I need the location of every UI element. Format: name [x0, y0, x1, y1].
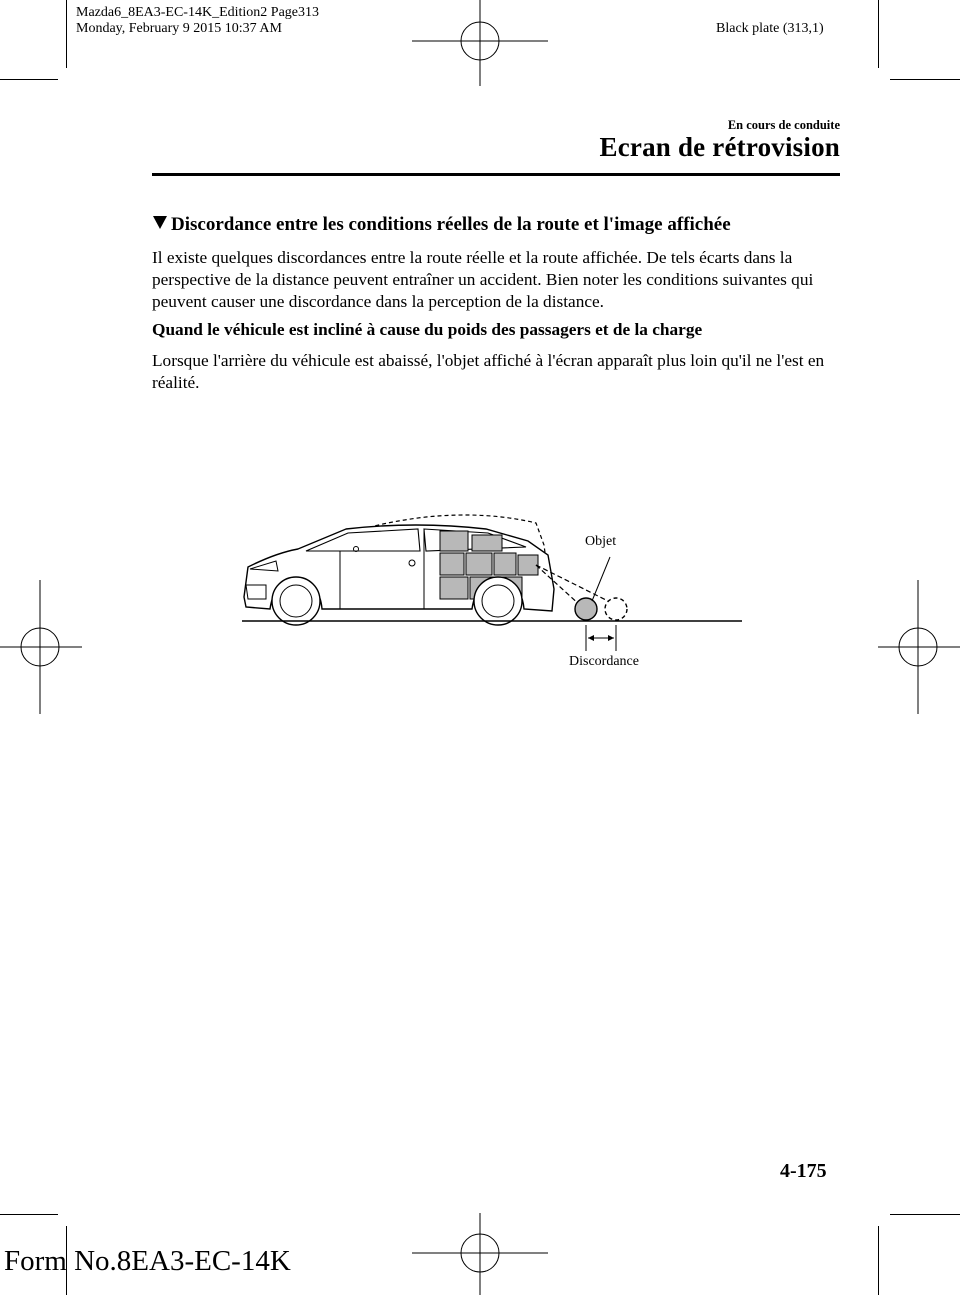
apparent-object: [605, 598, 627, 620]
registration-mark-right: [878, 580, 960, 714]
object-label: Objet: [585, 534, 617, 549]
rear-wheel: [474, 577, 522, 625]
crop-mark: [890, 1214, 960, 1215]
registration-mark-bottom: [412, 1213, 548, 1295]
chapter-title: Ecran de rétrovision: [599, 132, 840, 162]
actual-object: [575, 598, 597, 620]
plate-label: Black plate (313,1): [716, 21, 824, 36]
registration-mark-left: [0, 580, 82, 714]
section-heading: [153, 214, 731, 236]
down-triangle-icon: [153, 216, 167, 229]
crop-mark: [878, 1226, 879, 1295]
paragraph-intro: Il existe quelques discordances entre la route réelle et la route affichée. De tels écarts dans la perspective de la distance peuvent entraîner un accident. Bien noter les conditions suivantes qui peuvent causer une discordance dans la perception de la distance.: [152, 248, 814, 311]
crop-mark: [66, 0, 67, 68]
heading-text: Discordance entre les conditions réelles de la route et l'image affichée: [171, 214, 731, 235]
crop-mark: [890, 79, 960, 80]
crop-mark: [0, 79, 58, 80]
header-rule: [152, 173, 840, 176]
car-discordance-illustration: [236, 505, 748, 675]
discordance-label: Discordance: [569, 654, 639, 669]
section-title: En cours de conduite: [727, 118, 840, 132]
registration-mark-top: [412, 0, 548, 86]
paragraph-explanation: Lorsque l'arrière du véhicule est abaissé, l'objet affiché à l'écran apparaît plus loin qu'il ne l'est en réalité.: [152, 351, 825, 392]
date-line: Monday, February 9 2015 10:37 AM: [76, 21, 282, 36]
form-number: Form No.8EA3-EC-14K: [4, 1245, 291, 1277]
crop-mark: [0, 1214, 58, 1215]
file-name-line: Mazda6_8EA3-EC-14K_Edition2 Page313: [76, 5, 320, 20]
front-wheel: [272, 577, 320, 625]
subheading: Quand le véhicule est incliné à cause du poids des passagers et de la charge: [152, 320, 703, 339]
page-number: 4-175: [780, 1160, 827, 1182]
crop-mark: [878, 0, 879, 68]
